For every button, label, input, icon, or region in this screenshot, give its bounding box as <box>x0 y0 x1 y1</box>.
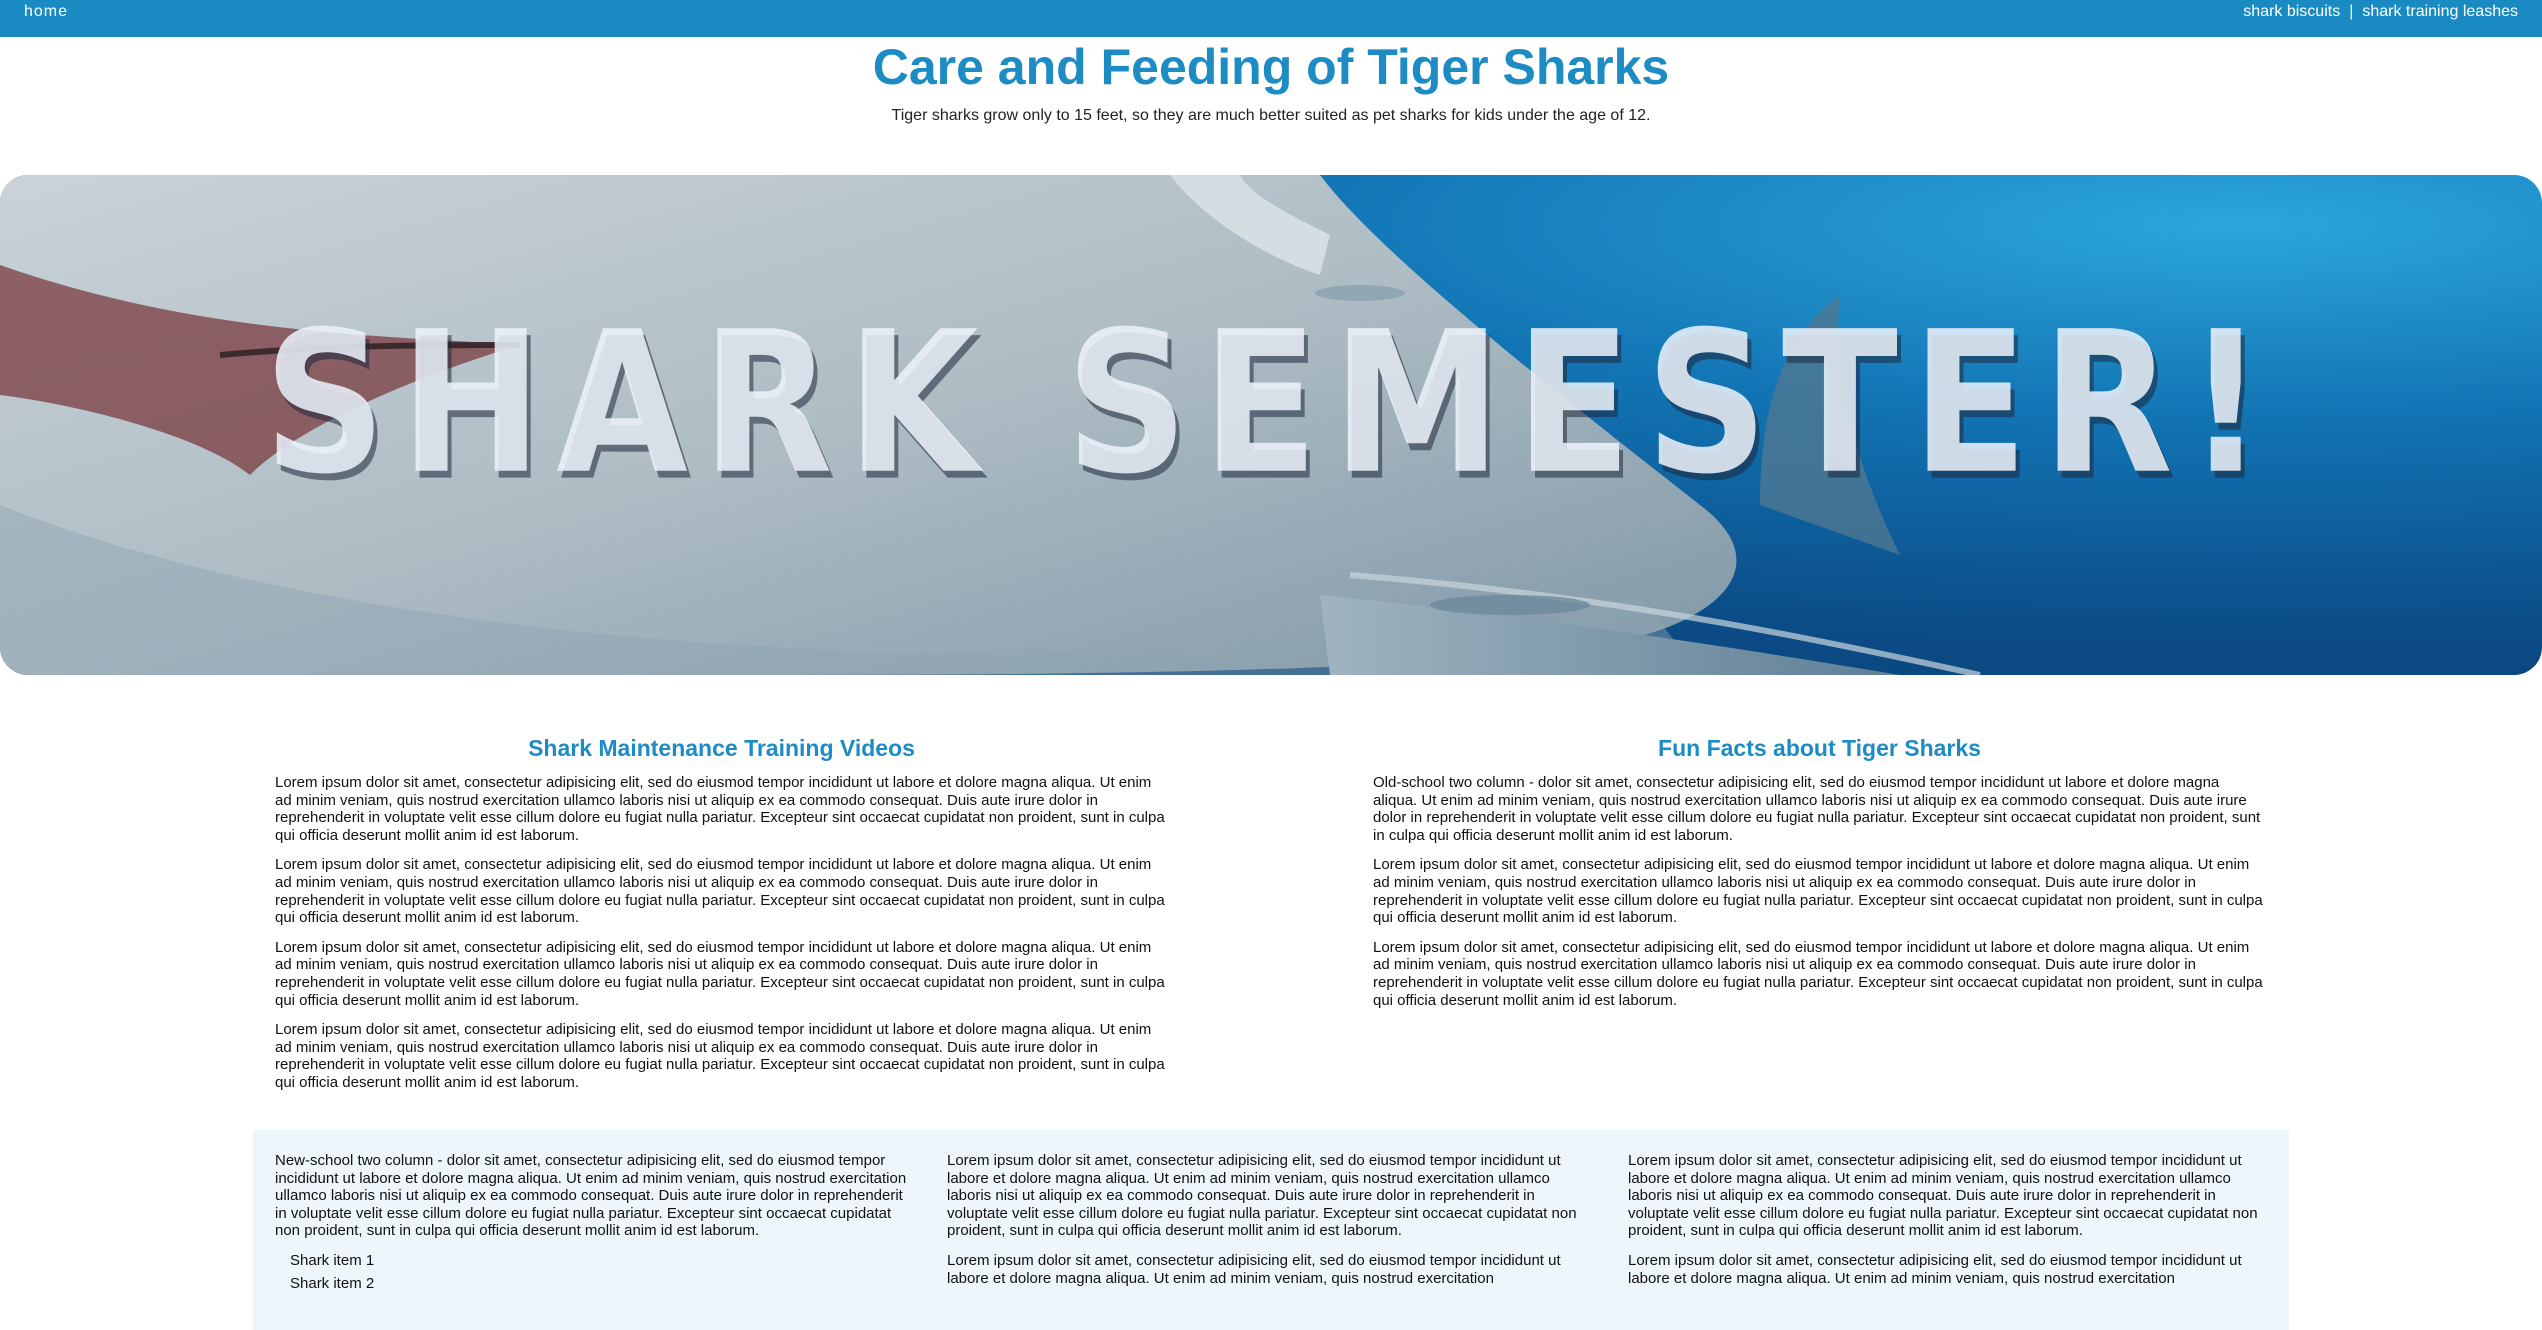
paragraph: Lorem ipsum dolor sit amet, consectetur adipisicing elit, sed do eiusmod tempor incididunt ut labore et dolore magna aliqua. Ut enim ad minim veniam, quis nostrud exercitation ullamco laboris nisi ut aliquip ex ea commodo consequat. Duis aute irure dolor in reprehenderit in voluptate velit esse cillum dolore eu fugiat nulla pariatur. Excepteur sint occaecat cupidatat non proident, sunt in culpa qui officia deserunt mollit anim id est laborum. <box>1373 938 2263 1009</box>
paragraph: New-school two column - dolor sit amet, consectetur adipisicing elit, sed do eiusmod tempor incididunt ut labore et dolore magna aliqua. Ut enim ad minim veniam, quis nostrud exercitation ullamco laboris nisi ut aliquip ex ea commodo consequat. Duis aute irure dolor in reprehenderit in voluptate velit esse cillum dolore eu fugiat nulla pariatur. Excepteur sint occaecat cupidatat non proident, sunt in culpa qui officia deserunt mollit anim id est laborum. <box>275 1152 907 1240</box>
paragraph: Lorem ipsum dolor sit amet, consectetur adipisicing elit, sed do eiusmod tempor incididunt ut labore et dolore magna aliqua. Ut enim ad minim veniam, quis nostrud exercitation <box>1628 1251 2242 1287</box>
top-nav-bar <box>0 0 2542 37</box>
paragraph: Lorem ipsum dolor sit amet, consectetur adipisicing elit, sed do eiusmod tempor incididunt ut labore et dolore magna aliqua. Ut enim ad minim veniam, quis nostrud exercitation ullamco laboris nisi ut aliquip ex ea commodo consequat. Duis aute irure dolor in reprehenderit in voluptate velit esse cillum dolore eu fugiat nulla pariatur. Excepteur sint occaecat cupidatat non proident, sunt in culpa qui officia deserunt mollit anim id est laborum. <box>1628 1152 2258 1240</box>
lower-column-1 <box>275 1152 915 1297</box>
nav-home-link[interactable]: home <box>24 3 69 20</box>
paragraph: Lorem ipsum dolor sit amet, consectetur adipisicing elit, sed do eiusmod tempor incididunt ut labore et dolore magna aliqua. Ut enim ad minim veniam, quis nostrud exercitation ullamco laboris nisi ut aliquip ex ea commodo consequat. Duis aute irure dolor in reprehenderit in voluptate velit esse cillum dolore eu fugiat nulla pariatur. Excepteur sint occaecat cupidatat non proident, sunt in culpa qui officia deserunt mollit anim id est laborum. <box>947 1152 1577 1240</box>
paragraph: Lorem ipsum dolor sit amet, consectetur adipisicing elit, sed do eiusmod tempor incididunt ut labore et dolore magna aliqua. Ut enim ad minim veniam, quis nostrud exercitation ullamco laboris nisi ut aliquip ex ea commodo consequat. Duis aute irure dolor in reprehenderit in voluptate velit esse cillum dolore eu fugiat nulla pariatur. Excepteur sint occaecat cupidatat non proident, sunt in culpa qui officia deserunt mollit anim id est laborum. <box>275 938 1165 1009</box>
training-videos-heading: Shark Maintenance Training Videos <box>528 735 915 761</box>
hero-banner <box>0 175 2542 675</box>
lower-column-3 <box>1628 1152 2268 1299</box>
paragraph: Lorem ipsum dolor sit amet, consectetur adipisicing elit, sed do eiusmod tempor incididunt ut labore et dolore magna aliqua. Ut enim ad minim veniam, quis nostrud exercitation ullamco laboris nisi ut aliquip ex ea commodo consequat. Duis aute irure dolor in reprehenderit in voluptate velit esse cillum dolore eu fugiat nulla pariatur. Excepteur sint occaecat cupidatat non proident, sunt in culpa qui officia deserunt mollit anim id est laborum. <box>275 856 1165 927</box>
fun-facts-heading: Fun Facts about Tiger Sharks <box>1658 735 1981 761</box>
lower-panel <box>253 1130 2289 1330</box>
nav-right-links <box>2243 3 2518 21</box>
nav-link-shark-biscuits[interactable]: shark biscuits <box>2243 3 2341 20</box>
lower-column-2 <box>947 1152 1587 1299</box>
hero-banner-text: SHARK SEMESTER! <box>263 290 2279 518</box>
paragraph: Lorem ipsum dolor sit amet, consectetur adipisicing elit, sed do eiusmod tempor incididunt ut labore et dolore magna aliqua. Ut enim ad minim veniam, quis nostrud exercitation ullamco laboris nisi ut aliquip ex ea commodo consequat. Duis aute irure dolor in reprehenderit in voluptate velit esse cillum dolore eu fugiat nulla pariatur. Excepteur sint occaecat cupidatat non proident, sunt in culpa qui officia deserunt mollit anim id est laborum. <box>1373 856 2263 927</box>
fun-facts-text <box>1373 774 2266 1021</box>
paragraph: Lorem ipsum dolor sit amet, consectetur adipisicing elit, sed do eiusmod tempor incididunt ut labore et dolore magna aliqua. Ut enim ad minim veniam, quis nostrud exercitation <box>947 1251 1561 1287</box>
shark-item-list <box>275 1252 915 1292</box>
training-videos-text <box>275 774 1168 1104</box>
paragraph: Old-school two column - dolor sit amet, consectetur adipisicing elit, sed do eiusmod tempor incididunt ut labore et dolore magna aliqua. Ut enim ad minim veniam, quis nostrud exercitation ullamco laboris nisi ut aliquip ex ea commodo consequat. Duis aute irure dolor in reprehenderit in voluptate velit esse cillum dolore eu fugiat nulla pariatur. Excepteur sint occaecat cupidatat non proident, sunt in culpa qui officia deserunt mollit anim id est laborum. <box>1373 774 2261 844</box>
page-title: Care and Feeding of Tiger Sharks <box>872 39 1670 95</box>
page-subtitle: Tiger sharks grow only to 15 feet, so they are much better suited as pet sharks for kids under the age of 12. <box>891 107 1651 124</box>
nav-separator: | <box>2349 3 2354 20</box>
list-item: Shark item 2 <box>290 1274 375 1292</box>
list-item: Shark item 1 <box>290 1251 375 1269</box>
paragraph: Lorem ipsum dolor sit amet, consectetur adipisicing elit, sed do eiusmod tempor incididunt ut labore et dolore magna aliqua. Ut enim ad minim veniam, quis nostrud exercitation ullamco laboris nisi ut aliquip ex ea commodo consequat. Duis aute irure dolor in reprehenderit in voluptate velit esse cillum dolore eu fugiat nulla pariatur. Excepteur sint occaecat cupidatat non proident, sunt in culpa qui officia deserunt mollit anim id est laborum. <box>275 774 1165 844</box>
nav-link-shark-training-leashes[interactable]: shark training leashes <box>2362 3 2518 20</box>
paragraph: Lorem ipsum dolor sit amet, consectetur adipisicing elit, sed do eiusmod tempor incididunt ut labore et dolore magna aliqua. Ut enim ad minim veniam, quis nostrud exercitation ullamco laboris nisi ut aliquip ex ea commodo consequat. Duis aute irure dolor in reprehenderit in voluptate velit esse cillum dolore eu fugiat nulla pariatur. Excepteur sint occaecat cupidatat non proident, sunt in culpa qui officia deserunt mollit anim id est laborum. <box>275 1021 1165 1091</box>
